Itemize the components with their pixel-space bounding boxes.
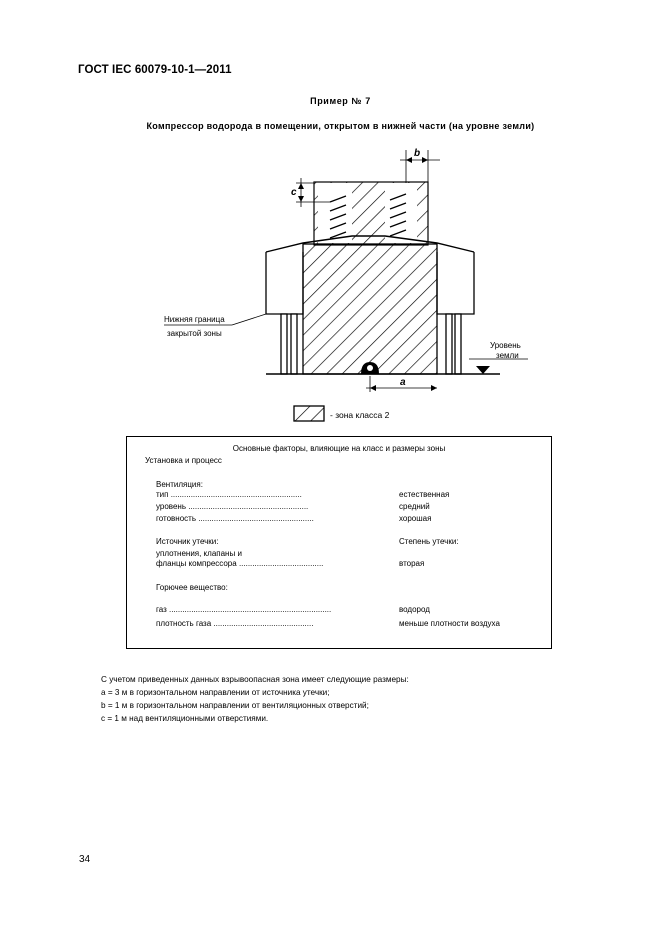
example-title: Пример № 7 bbox=[310, 96, 371, 106]
legend-label: - зона класса 2 bbox=[330, 410, 390, 420]
right-wall bbox=[437, 252, 474, 314]
ventilation-type-value: естественная bbox=[399, 490, 450, 499]
example-subtitle: Компрессор водорода в помещении, открытом в нижней части (на уровне земли) bbox=[146, 121, 535, 131]
leak-source-heading: Источник утечки: bbox=[156, 537, 219, 546]
lower-boundary-label-line1: Нижняя граница bbox=[164, 315, 225, 324]
leak-degree-heading: Степень утечки: bbox=[399, 537, 459, 546]
leak-degree-value: вторая bbox=[399, 559, 425, 568]
substance-gas-row: газ ......................................................................... bbox=[156, 605, 332, 614]
ventilation-heading: Вентиляция: bbox=[156, 480, 203, 489]
factors-section-heading: Установка и процесс bbox=[145, 456, 222, 465]
conclusion-intro: С учетом приведенных данных взрывоопасная зона имеет следующие размеры: bbox=[101, 675, 409, 684]
compressor-diagram bbox=[0, 0, 661, 440]
substance-gas-value: водород bbox=[399, 605, 430, 614]
ventilation-availability-value: хорошая bbox=[399, 514, 432, 523]
zone-main-part bbox=[303, 244, 437, 374]
substance-density-row: плотность газа ............................................. bbox=[156, 619, 314, 628]
page-number: 34 bbox=[79, 854, 91, 865]
ground-level-label-line1: Уровень bbox=[490, 341, 521, 350]
lower-boundary-label-line2: закрытой зоны bbox=[167, 329, 222, 338]
substance-heading: Горючее вещество: bbox=[156, 583, 228, 592]
left-wall bbox=[266, 252, 303, 314]
conclusion-text bbox=[101, 673, 409, 725]
dimension-label-b: b bbox=[414, 148, 421, 159]
conclusion-item-c: с = 1 м над вентиляционными отверстиями. bbox=[101, 714, 269, 723]
legend-swatch bbox=[294, 406, 324, 421]
ventilation-level-value: средний bbox=[399, 502, 430, 511]
substance-density-value: меньше плотности воздуха bbox=[399, 619, 500, 628]
factors-table-title: Основные факторы, влияющие на класс и размеры зоны bbox=[232, 444, 446, 453]
factors-table bbox=[126, 436, 552, 649]
ventilation-level-row: уровень ...................................................... bbox=[156, 502, 309, 511]
document-header: ГОСТ IEC 60079-10-1—2011 bbox=[78, 64, 232, 76]
ground-level-label-line2: земли bbox=[496, 351, 519, 360]
dimension-label-c: c bbox=[291, 187, 297, 198]
leak-source-line2: фланцы компрессора ...................................... bbox=[156, 559, 324, 568]
conclusion-item-a: а = 3 м в горизонтальном направлении от источника утечки; bbox=[101, 688, 330, 697]
ground-level-marker bbox=[476, 366, 490, 374]
ventilation-availability-row: готовность .................................................... bbox=[156, 514, 314, 523]
conclusion-item-b: b = 1 м в горизонтальном направлении от вентиляционных отверстий; bbox=[101, 701, 369, 710]
leak-source-line1: уплотнения, клапаны и bbox=[156, 549, 242, 558]
dimension-label-a: а bbox=[400, 377, 406, 388]
ventilation-type-row: тип ........................................................... bbox=[156, 490, 302, 499]
